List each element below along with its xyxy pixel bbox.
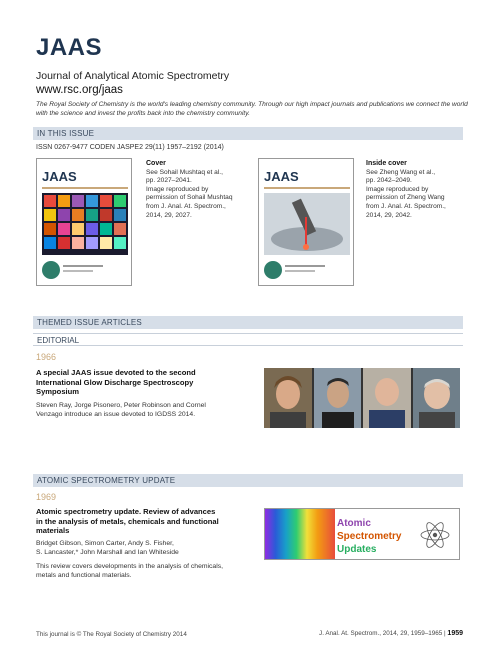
in-this-issue-band: IN THIS ISSUE	[33, 127, 463, 140]
journal-url[interactable]: www.rsc.org/jaas	[36, 84, 123, 96]
rsc-blurb: The Royal Society of Chemistry is the world's leading chemistry community. Through our high impact journals and publications we connect the world with the science and invest the profits back into the chemistry community.	[36, 101, 468, 117]
footer-citation-text: J. Anal. At. Spectrom., 2014, 29, 1959–1965 |	[319, 630, 446, 637]
inside-cover-caption-line: Image reproduced by	[366, 185, 429, 193]
asu-title-line: materials	[36, 526, 70, 536]
cover-caption-line: permission of Sohail Mushtaq	[146, 194, 233, 202]
editorial-title-line: International Glow Discharge Spectroscopy	[36, 377, 194, 387]
inside-cover-caption-line: pp. 2042–2049.	[366, 177, 412, 185]
inside-cover-caption-line: from J. Anal. At. Spectrom.,	[366, 202, 446, 210]
editor-photo	[264, 368, 312, 428]
footer-citation	[319, 630, 463, 637]
cover-caption	[146, 160, 233, 220]
editor-photo	[314, 368, 362, 428]
footer-page-number: 1959	[447, 630, 463, 637]
editor-photo	[413, 368, 461, 428]
inside-cover-caption	[366, 160, 446, 220]
editorial-title[interactable]	[36, 368, 196, 397]
inside-cover-caption-line: See Zheng Wang et al.,	[366, 168, 436, 176]
cover-caption-title: Cover	[146, 160, 166, 167]
editorial-title-line: A special JAAS issue devoted to the second	[36, 368, 196, 377]
editors-photo-strip	[264, 368, 460, 428]
cover-caption-line: Image reproduced by	[146, 185, 209, 193]
asu-banner-image[interactable]	[264, 508, 460, 560]
editorial-title-line: Symposium	[36, 387, 80, 397]
editorial-label: EDITORIAL	[33, 333, 463, 346]
banner-word: Atomic	[337, 518, 371, 529]
asu-title[interactable]	[36, 507, 219, 536]
journal-name: Journal of Analytical Atomic Spectrometry	[36, 70, 230, 82]
cover-caption-line: from J. Anal. At. Spectrom.,	[146, 202, 226, 210]
editorial-authors-line: Venzago introduce an issue devoted to IGDSS 2014.	[36, 410, 196, 418]
editor-photo	[363, 368, 411, 428]
inside-cover-caption-title: Inside cover	[366, 160, 407, 167]
cover-jaas-text: JAAS	[42, 169, 77, 184]
asu-authors-line: S. Lancaster,* John Marshall and Ian Whiteside	[36, 548, 179, 556]
asu-page-number: 1969	[36, 492, 57, 502]
asu-authors	[36, 540, 179, 558]
cover-caption-line: See Sohail Mushtaq et al.,	[146, 168, 223, 176]
cover-caption-line: pp. 2027–2041.	[146, 177, 192, 185]
inside-cover-caption-line: 2014, 29, 2042.	[366, 211, 412, 219]
banner-word: Spectrometry	[337, 531, 402, 542]
inside-cover-artwork	[259, 159, 354, 286]
editorial-authors	[36, 402, 206, 420]
inside-cover-image[interactable]	[258, 158, 354, 286]
editorial-page-number: 1966	[36, 352, 57, 362]
issn-line: ISSN 0267-9477 CODEN JASPE2 29(11) 1957–2192 (2014)	[36, 144, 224, 151]
cover-caption-line: 2014, 29, 2027.	[146, 211, 192, 219]
asu-authors-line: Bridget Gibson, Simon Carter, Andy S. Fisher,	[36, 540, 174, 547]
asu-description-line: This review covers developments in the analysis of chemicals,	[36, 563, 223, 570]
asu-banner-artwork	[265, 509, 460, 560]
banner-word: Updates	[337, 544, 377, 555]
asu-description-line: metals and functional materials.	[36, 571, 132, 579]
atom-icon	[421, 520, 449, 549]
asu-description	[36, 563, 223, 581]
footer-copyright: This journal is © The Royal Society of Chemistry 2014	[36, 631, 187, 638]
editorial-authors-line: Steven Ray, Jorge Pisonero, Peter Robinson and Cornel	[36, 402, 206, 409]
asu-band: ATOMIC SPECTROMETRY UPDATE	[33, 474, 463, 487]
asu-title-line: Atomic spectrometry update. Review of advances	[36, 507, 216, 516]
journal-abbrev: JAAS	[36, 34, 103, 61]
cover-image[interactable]	[36, 158, 132, 286]
themed-issue-band: THEMED ISSUE ARTICLES	[33, 316, 463, 329]
cover-artwork	[37, 159, 132, 286]
inside-cover-jaas-text: JAAS	[264, 169, 299, 184]
inside-cover-caption-line: permission of Zheng Wang	[366, 194, 445, 202]
asu-title-line: in the analysis of metals, chemicals and functional	[36, 516, 219, 526]
